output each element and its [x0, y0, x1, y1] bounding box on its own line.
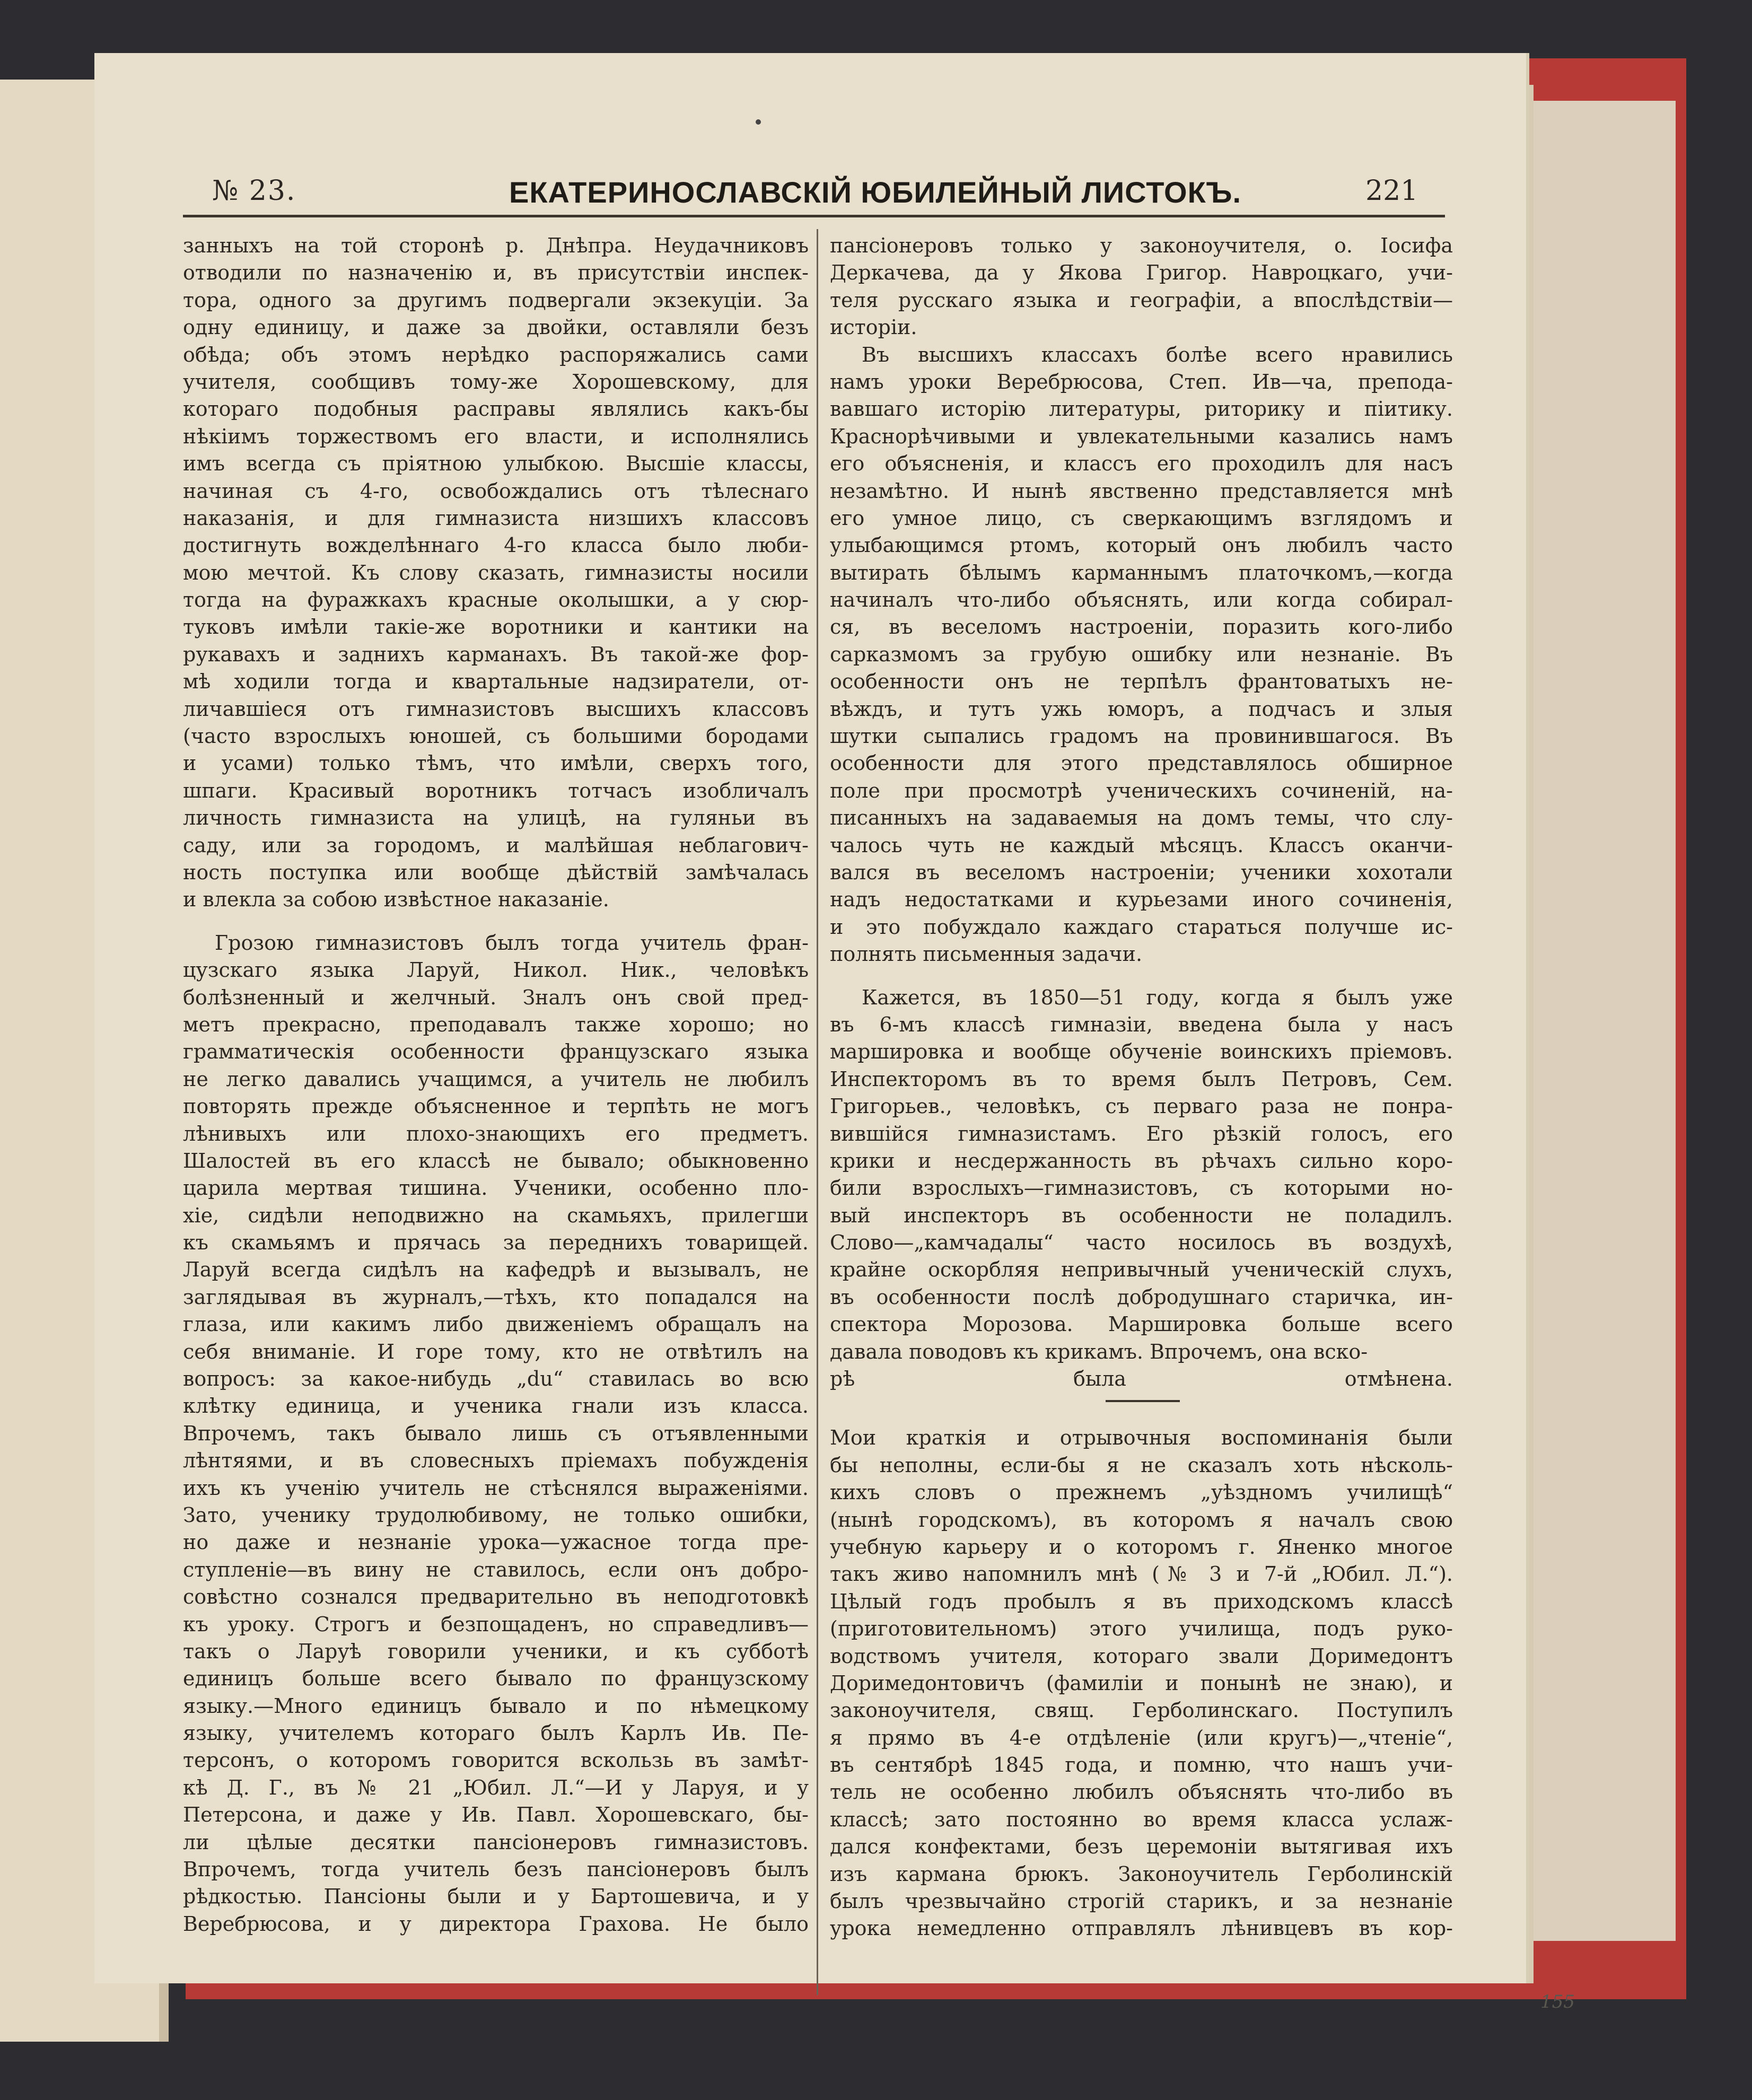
text-line: совѣстно сознался предварительно въ неподготовкѣ — [183, 1585, 809, 1609]
text-line: къ уроку. Строгъ и безпощаденъ, но справедливъ— — [183, 1612, 809, 1636]
text-line: единицъ больше всего бывало по французскому — [183, 1667, 809, 1691]
text-line: исторіи. — [830, 316, 917, 339]
text-line: давала поводовъ къ крикамъ. Впрочемъ, она вско- — [830, 1340, 1368, 1363]
text-line: грамматическія особенности французскаго языка — [183, 1040, 809, 1064]
text-line: терсонъ, о которомъ говорится вскользь въ замѣт- — [183, 1748, 809, 1772]
text-line — [830, 1408, 1453, 1424]
text-line: Григорьев., человѣкъ, съ перваго раза не понра- — [830, 1095, 1453, 1118]
text-line: Грозою гимназистовъ былъ тогда учитель фран- — [215, 931, 809, 955]
text-line: начиная съ 4-го, освобождались отъ тѣлеснаго — [183, 479, 809, 503]
text-line: имъ всегда съ пріятною улыбкою. Высшіе классы, — [183, 452, 809, 476]
text-line: теля русскаго языка и географіи, а впослѣдствіи— — [830, 288, 1453, 312]
text-line: намъ уроки Веребрюсова, Степ. Ив—ча, препода- — [830, 370, 1453, 393]
handwritten-margin-note: 155 — [1540, 1991, 1575, 2012]
text-line: нѣкіимъ торжествомъ его власти, и исполнялись — [183, 424, 809, 448]
issue-number: № 23. — [212, 175, 296, 207]
text-line: (часто взрослыхъ юношей, съ большими бородами — [183, 724, 809, 748]
text-line: его объясненія, и классъ его проходилъ для насъ — [830, 452, 1453, 476]
column-divider — [817, 229, 818, 1995]
text-line: вытирать бѣлымъ карманнымъ платочкомъ,—когда — [830, 561, 1453, 584]
text-line: къ скамьямъ и прячась за переднихъ товарищей. — [183, 1231, 809, 1255]
printer-dot — [756, 119, 761, 125]
text-line: занныхъ на той сторонѣ р. Днѣпра. Неудачниковъ — [183, 234, 809, 257]
text-line: котораго подобныя расправы являлись какъ-бы — [183, 397, 809, 421]
text-line: сарказмомъ за грубую ошибку или незнаніе. Въ — [830, 642, 1453, 666]
text-line: спектора Морозова. Маршировка больше всего — [830, 1312, 1453, 1336]
text-line: поле при просмотрѣ ученическихъ сочиненій, на- — [830, 778, 1453, 802]
text-line: вый инспекторъ въ особенности не поладилъ. — [830, 1203, 1453, 1227]
text-line: такъ о Ларуѣ говорили ученики, и къ субботѣ — [183, 1639, 809, 1663]
text-line: въ особенности послѣ добродушнаго старичка, ин- — [830, 1285, 1453, 1309]
text-line: вопросъ: за какое-нибудь „du“ ставилась во всю — [183, 1367, 809, 1391]
text-line: писанныхъ на задаваемыя на домъ темы, что слу- — [830, 806, 1453, 830]
text-line: Слово—„камчадалы“ часто носилось въ воздухѣ, — [830, 1231, 1453, 1255]
text-line: себя вниманіе. И горе тому, кто не отвѣтилъ на — [183, 1340, 809, 1363]
text-line: языку.—Много единицъ бывало и по нѣмецкому — [183, 1694, 809, 1718]
text-line: ность поступка или вообще дѣйствій замѣчалась — [183, 860, 809, 884]
text-line — [830, 968, 1453, 984]
text-line: бы неполны, если-бы я не сказалъ хоть нѣсколь- — [830, 1453, 1453, 1477]
text-line: мою мечтой. Къ слову сказать, гимназисты носили — [183, 561, 809, 584]
text-line: изъ кармана брюкъ. Законоучитель Герболинскій — [830, 1862, 1453, 1886]
text-line: водствомъ учителя, котораго звали Доримедонтъ — [830, 1644, 1453, 1668]
text-line: рѣ была отмѣнена. — [830, 1367, 1453, 1391]
text-line: чалось чуть не каждый мѣсяцъ. Классъ оканчи- — [830, 833, 1453, 857]
text-line: достигнуть вожделѣннаго 4-го класса было люби- — [183, 533, 809, 557]
text-line: тогда на фуражкахъ красные околышки, а у сюр- — [183, 588, 809, 612]
newspaper-title: ЕКАТЕРИНОСЛАВСКІЙ ЮБИЛЕЙНЫЙ ЛИСТОКЪ. — [509, 176, 1242, 209]
text-line: незамѣтно. И нынѣ явственно представляется мнѣ — [830, 479, 1453, 503]
text-line: не легко давались учащимся, а учитель не любилъ — [183, 1067, 809, 1091]
text-line: цузскаго языка Ларуй, Никол. Ник., человѣкъ — [183, 958, 809, 982]
text-line: ступленіе—въ вину не ставилось, если онъ добро- — [183, 1558, 809, 1581]
text-line: крайне оскорбляя непривычный ученическій слухъ, — [830, 1258, 1453, 1282]
header-rule — [183, 215, 1445, 217]
text-line: тель не особенно любилъ объяснять что-либо въ — [830, 1780, 1453, 1804]
text-line: болѣзненный и желчный. Зналъ онъ свой пред- — [183, 985, 809, 1009]
text-line: кѣ Д. Г., въ № 21 „Юбил. Л.“—И у Ларуя, и у — [183, 1775, 809, 1799]
text-line: Мои краткія и отрывочныя воспоминанія были — [830, 1426, 1453, 1450]
text-line: и усами) только тѣмъ, что имѣли, сверхъ того, — [183, 751, 809, 775]
text-column-right — [830, 232, 1453, 1942]
text-line: наказанія, и для гимназиста низшихъ классовъ — [183, 506, 809, 530]
text-line: вавшаго исторію литературы, риторику и піитику. — [830, 397, 1453, 421]
text-line: отводили по назначенію и, въ присутствіи инспек- — [183, 261, 809, 285]
text-line: пансіонеровъ только у законоучителя, о. Іосифа — [830, 234, 1453, 257]
text-line: крики и несдержанность въ рѣчахъ сильно коро- — [830, 1149, 1453, 1172]
text-line: Шалостей въ его классѣ не бывало; обыкновенно — [183, 1149, 809, 1172]
section-divider — [1106, 1400, 1180, 1402]
text-line: языку, учителемъ котораго былъ Карлъ Ив. Пе- — [183, 1721, 809, 1745]
text-line: заглядывая въ журналъ,—тѣхъ, кто попадался на — [183, 1285, 809, 1309]
text-line: его умное лицо, съ сверкающимъ взглядомъ и — [830, 506, 1453, 530]
text-line: законоучителя, свящ. Герболинскаго. Поступилъ — [830, 1699, 1453, 1722]
text-line: и это побуждало каждаго стараться получше ис- — [830, 915, 1453, 939]
text-line: туковъ имѣли такіе-же воротники и кантики на — [183, 615, 809, 639]
text-line: саду, или за городомъ, и малѣйшая неблагович- — [183, 833, 809, 857]
text-line: классѣ; зато постоянно во время класса услаж- — [830, 1807, 1453, 1831]
text-line: мѣ ходили тогда и квартальные надзиратели, от- — [183, 670, 809, 694]
text-line: особенности для этого представлялось обширное — [830, 751, 1453, 775]
text-line: урока немедленно отправлялъ лѣнивцевъ въ кор- — [830, 1917, 1453, 1940]
text-line: личавшіеся отъ гимназистовъ высшихъ классовъ — [183, 697, 809, 721]
text-line: въ 6-мъ классѣ гимназіи, введена была у насъ — [830, 1012, 1453, 1036]
text-line: повторять прежде объясненное и терпѣть не могъ — [183, 1095, 809, 1118]
text-line: тора, одного за другимъ подвергали экзекуціи. За — [183, 288, 809, 312]
text-line: былъ чрезвычайно строгій старикъ, и за незнаніе — [830, 1889, 1453, 1913]
text-line: Инспекторомъ въ то время былъ Петровъ, Сем. — [830, 1067, 1453, 1091]
text-line: клѣтку единица, и ученика гнали изъ класса. — [183, 1394, 809, 1418]
text-line: улыбающимся ртомъ, который онъ любилъ часто — [830, 533, 1453, 557]
text-line: рѣдкостью. Пансіоны были и у Бартошевича, и у — [183, 1885, 809, 1909]
text-line: шутки сыпались градомъ на провинившагося. Въ — [830, 724, 1453, 748]
text-column-left — [183, 232, 809, 1938]
text-line: дался конфектами, безъ церемоніи вытягивая ихъ — [830, 1835, 1453, 1859]
text-line: полнять письменныя задачи. — [830, 942, 1143, 966]
text-line: въ сентябрѣ 1845 года, и помню, что нашъ учи- — [830, 1753, 1453, 1777]
text-line: били взрослыхъ—гимназистовъ, съ которыми но- — [830, 1176, 1453, 1200]
text-line: учителя, сообщивъ тому-же Хорошевскому, для — [183, 370, 809, 393]
text-line: Цѣлый годъ пробылъ я въ приходскомъ классѣ — [830, 1589, 1453, 1613]
text-line: Краснорѣчивыми и увлекательными казались намъ — [830, 424, 1453, 448]
text-line — [183, 914, 809, 930]
text-line: (нынѣ городскомъ), въ которомъ я началъ свою — [830, 1508, 1453, 1532]
text-line: учебную карьеру и о которомъ г. Яненко многое — [830, 1535, 1453, 1559]
text-line: кихъ словъ о прежнемъ „уѣздномъ училищѣ“ — [830, 1481, 1453, 1504]
text-line: Кажется, въ 1850—51 году, когда я былъ уже — [862, 985, 1453, 1009]
text-line: Доримедонтовичъ (фамиліи и понынѣ не знаю), и — [830, 1671, 1453, 1695]
text-line: лѣнтяями, и въ словесныхъ пріемахъ побужденія — [183, 1449, 809, 1473]
text-line: лѣнивыхъ или плохо-знающихъ его предметъ. — [183, 1122, 809, 1145]
text-line: я прямо въ 4-е отдѣленіе (или кругъ)—„чтеніе“, — [830, 1726, 1453, 1749]
text-line: Веребрюсова, и у директора Грахова. Не было — [183, 1912, 809, 1936]
text-line: (приготовительномъ) этого училища, подъ руко- — [830, 1617, 1453, 1641]
text-line: Ларуй всегда сидѣлъ на кафедрѣ и вызывалъ, не — [183, 1258, 809, 1282]
text-line: Зато, ученику трудолюбивому, не только ошибки, — [183, 1503, 809, 1527]
text-line: одну единицу, и даже за двойки, оставляли безъ — [183, 316, 809, 339]
text-line: царила мертвая тишина. Ученики, особенно пло- — [183, 1176, 809, 1200]
cover-inner-board — [1517, 101, 1676, 1941]
page-number: 221 — [1365, 175, 1418, 207]
text-line: глаза, или какимъ либо движеніемъ обращалъ на — [183, 1312, 809, 1336]
text-line: Петерсона, и даже у Ив. Павл. Хорошевскаго, бы- — [183, 1803, 809, 1827]
text-line: такъ живо напомнилъ мнѣ (№ 3 и 7-й „Юбил. Л.“). — [830, 1562, 1453, 1586]
text-line: шпаги. Красивый воротникъ тотчасъ изобличалъ — [183, 778, 809, 802]
text-line: Впрочемъ, такъ бывало лишь съ отъявленными — [183, 1421, 809, 1445]
text-line: вѣждъ, и тутъ ужь юморъ, а подчасъ и злыя — [830, 697, 1453, 721]
text-line: обѣда; объ этомъ нерѣдко распоряжались сами — [183, 343, 809, 366]
text-line: ли цѣлые десятки пансіонеровъ гимназистовъ. — [183, 1830, 809, 1854]
text-line: Въ высшихъ классахъ болѣе всего нравились — [862, 343, 1453, 366]
text-line: Деркачева, да у Якова Григор. Навроцкаго, учи- — [830, 261, 1453, 285]
text-line: хіе, сидѣли неподвижно на скамьяхъ, прилегши — [183, 1203, 809, 1227]
text-line: маршировка и вообще обученіе воинскихъ пріемовъ. — [830, 1040, 1453, 1064]
text-line: начиналъ что-либо объяснять, или когда собирал- — [830, 588, 1453, 612]
text-line: метъ прекрасно, преподавалъ также хорошо; но — [183, 1012, 809, 1036]
text-line: рукавахъ и заднихъ карманахъ. Въ такой-же фор- — [183, 642, 809, 666]
text-line: вался въ веселомъ настроеніи; ученики хохотали — [830, 860, 1453, 884]
text-line: вившійся гимназистамъ. Его рѣзкій голосъ, его — [830, 1122, 1453, 1145]
text-line: особенности онъ не терпѣлъ франтоватыхъ не- — [830, 670, 1453, 694]
text-line: личность гимназиста на улицѣ, на гуляньи въ — [183, 806, 809, 830]
text-line: ся, въ веселомъ настроеніи, поразить кого-либо — [830, 615, 1453, 639]
text-line: надъ недостатками и курьезами иного сочиненія, — [830, 888, 1453, 912]
text-line: но даже и незнаніе урока—ужасное тогда пре- — [183, 1530, 809, 1554]
text-line: Впрочемъ, тогда учитель безъ пансіонеровъ былъ — [183, 1858, 809, 1882]
text-line: ихъ къ ученію учитель не стѣснялся выраженіями. — [183, 1476, 809, 1500]
text-line: и влекла за собою извѣстное наказаніе. — [183, 888, 609, 912]
